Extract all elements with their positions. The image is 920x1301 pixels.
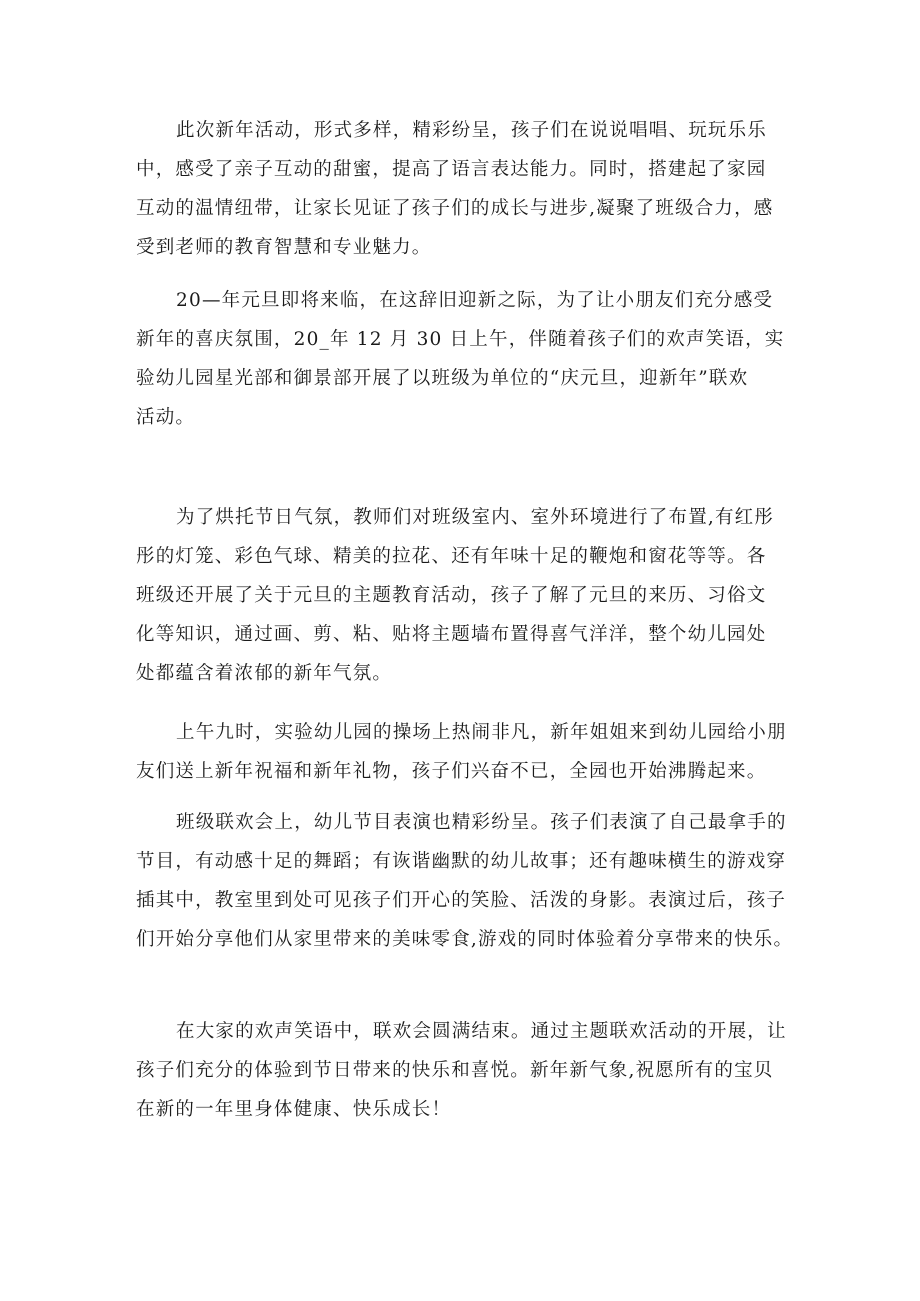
text-line: 新年的喜庆氛围，20_年 12 月 30 日上午，伴随着孩子们的欢声笑语，实 (136, 329, 785, 350)
text-line: 化等知识，通过画、剪、粘、贴将主题墙布置得喜气洋洋，整个幼儿园处 (136, 624, 767, 645)
paragraph-conclusion (136, 1012, 796, 1129)
paragraph-new-year-intro (136, 281, 796, 437)
text-line: 上午九时，实验幼儿园的操场上热闹非凡，新年姐姐来到幼儿园给小朋 (176, 722, 787, 743)
text-line: 为了烘托节日气氛，教师们对班级室内、室外环境进行了布置,有红彤 (176, 507, 775, 528)
text-line: 中，感受了亲子互动的甜蜜，提高了语言表达能力。同时，搭建起了家园 (136, 159, 767, 180)
text-line: 班级还开展了关于元旦的主题教育活动，孩子了解了元旦的来历、习俗文 (136, 585, 767, 606)
text-line: 处都蕴含着浓郁的新年气氛。 (136, 663, 393, 684)
text-line: 友们送上新年祝福和新年礼物，孩子们兴奋不已，全园也开始沸腾起来。 (136, 761, 767, 782)
text-line: 此次新年活动，形式多样，精彩纷呈，孩子们在说说唱唱、玩玩乐乐 (176, 120, 768, 141)
paragraph-decoration (136, 498, 796, 693)
text-line: 20—年元旦即将来临，在这辞旧迎新之际，为了让小朋友们充分感受 (176, 290, 774, 311)
paragraph-morning-event (136, 713, 796, 791)
text-line: 活动。 (136, 407, 196, 428)
text-line: 们开始分享他们从家里带来的美味零食,游戏的同时体验着分享带来的快乐。 (136, 929, 794, 950)
text-line: 彤的灯笼、彩色气球、精美的拉花、还有年味十足的鞭炮和窗花等等。各 (136, 546, 767, 567)
text-line: 验幼儿园星光部和御景部开展了以班级为单位的“庆元旦，迎新年”联欢 (136, 368, 749, 389)
text-line: 班级联欢会上，幼儿节目表演也精彩纷呈。孩子们表演了自己最拿手的 (176, 812, 787, 833)
text-line: 在大家的欢声笑语中，联欢会圆满结束。通过主题联欢活动的开展，让 (176, 1021, 787, 1042)
paragraph-activity-summary (136, 111, 796, 267)
text-line: 孩子们充分的体验到节日带来的快乐和喜悦。新年新气象,祝愿所有的宝贝 (136, 1060, 774, 1081)
text-line: 在新的一年里身体健康、快乐成长！ (136, 1099, 452, 1120)
text-line: 互动的温情纽带，让家长见证了孩子们的成长与进步,凝聚了班级合力，感 (136, 198, 774, 219)
text-line: 插其中，教室里到处可见孩子们开心的笑脸、活泼的身影。表演过后，孩子 (136, 890, 787, 911)
text-line: 节目，有动感十足的舞蹈；有诙谐幽默的幼儿故事；还有趣味横生的游戏穿 (136, 851, 787, 872)
text-line: 受到老师的教育智慧和专业魅力。 (136, 237, 432, 258)
paragraph-class-party (136, 803, 796, 959)
